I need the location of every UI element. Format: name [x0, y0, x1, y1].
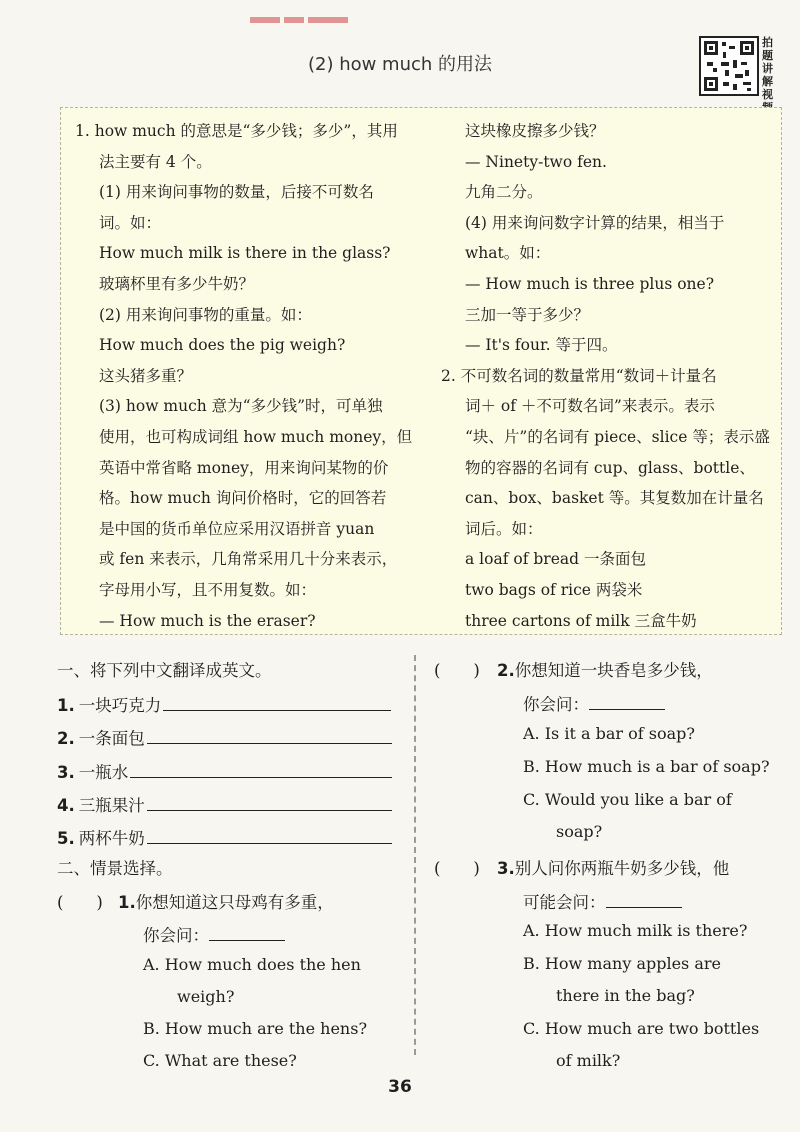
column-divider: [414, 655, 416, 1055]
section2-heading: 二、情景选择。: [57, 859, 173, 878]
kb-line: 字母用小写，且不用复数。如：: [99, 580, 317, 599]
q3-option-c-cont: of milk?: [556, 1051, 621, 1070]
kb-line: two bags of rice 两袋米: [465, 580, 643, 599]
kb-line: can、box、basket 等。其复数加在计量名: [465, 489, 764, 508]
q2-answer-paren[interactable]: ( ): [434, 661, 480, 680]
kb-line: How much milk is there in the glass?: [99, 244, 391, 263]
item-number: 2.: [57, 729, 75, 748]
kb-line: How much does the pig weigh?: [99, 336, 346, 355]
kb-line: 1. how much 的意思是“多少钱；多少”，其用: [75, 122, 398, 140]
item-number: 1.: [57, 696, 75, 715]
kb-line: — Ninety-two fen.: [465, 152, 607, 171]
kb-line: 物的容器的名词有 cup、glass、bottle、: [465, 458, 755, 477]
item-text: 一瓶水: [78, 763, 129, 782]
kb-line: 这块橡皮擦多少钱？: [465, 122, 605, 140]
page-title: (2) how much 的用法: [307, 54, 493, 75]
kb-line: 使用，也可构成词组 how much money，但: [99, 427, 413, 446]
kb-line: 词。如：: [99, 213, 162, 232]
answer-line[interactable]: [147, 794, 392, 811]
q3-option-b-cont: there in the bag?: [556, 986, 695, 1005]
q1-stem: 1.你想知道这只母鸡有多重，: [118, 893, 334, 912]
kb-line: 玻璃杯里有多少牛奶？: [99, 274, 255, 293]
kb-line: three cartons of milk 三盒牛奶: [465, 611, 697, 630]
item-text: 一条面包: [78, 729, 145, 748]
q2-option-a[interactable]: A. Is it a bar of soap?: [523, 724, 695, 743]
kb-line: (3) how much 意为“多少钱”时，可单独: [99, 397, 383, 416]
q1-stem-line2: 你会问：: [143, 922, 285, 946]
kb-line: 法主要有 4 个。: [99, 152, 212, 171]
q1-answer-paren[interactable]: ( ): [57, 893, 103, 912]
kb-line: 词＋ of ＋不可数名词”来表示。表示: [465, 397, 715, 416]
knowledge-box: [60, 107, 782, 635]
q1-blank: [209, 926, 285, 941]
kb-line: (4) 用来询问数字计算的结果，相当于: [465, 213, 725, 232]
page-number: 36: [388, 1077, 412, 1097]
kb-line: “块、片”的名词有 piece、slice 等；表示盛: [465, 427, 770, 446]
q3-option-b[interactable]: B. How many apples are: [523, 954, 721, 973]
q1-option-c[interactable]: C. What are these?: [143, 1051, 297, 1070]
kb-line: 九角二分。: [465, 183, 543, 202]
kb-line: — How much is three plus one?: [465, 274, 715, 293]
item-text: 两杯牛奶: [78, 829, 145, 848]
q3-option-a[interactable]: A. How much milk is there?: [523, 921, 748, 940]
qr-code-icon[interactable]: [699, 36, 759, 96]
q1-option-a-cont: weigh?: [177, 987, 235, 1006]
translate-item-1: [57, 692, 391, 716]
q2-stem: 2.你想知道一块香皂多少钱，: [497, 661, 713, 680]
q1-option-b[interactable]: B. How much are the hens?: [143, 1019, 368, 1038]
q2-option-c-cont: soap?: [556, 822, 603, 841]
q1-option-a[interactable]: A. How much does the hen: [143, 955, 361, 974]
kb-line: what。如：: [465, 244, 551, 263]
kb-line: 三加一等于多少？: [465, 305, 590, 324]
q3-option-c[interactable]: C. How much are two bottles: [523, 1019, 760, 1038]
translate-item-5: [57, 825, 392, 849]
q3-blank: [606, 893, 682, 908]
answer-line[interactable]: [163, 694, 391, 711]
translate-item-4: [57, 792, 392, 816]
item-number: 4.: [57, 796, 75, 815]
answer-line[interactable]: [147, 827, 392, 844]
kb-line: 格。how much 询问价格时，它的回答若: [99, 489, 387, 508]
item-number: 3.: [57, 763, 75, 782]
kb-line: 这头猪多重？: [99, 366, 193, 385]
kb-line: (2) 用来询问事物的重量。如：: [99, 305, 312, 324]
kb-line: — It's four. 等于四。: [465, 336, 618, 355]
q3-stem: 3.别人问你两瓶牛奶多少钱，他: [497, 859, 730, 878]
kb-line: 英语中常省略 money，用来询问某物的价: [99, 458, 389, 477]
item-text: 三瓶果汁: [78, 796, 145, 815]
kb-line: 是中国的货币单位应采用汉语拼音 yuan: [99, 519, 375, 538]
q2-option-b[interactable]: B. How much is a bar of soap?: [523, 757, 770, 776]
translate-item-3: [57, 759, 392, 783]
q3-stem-line2: 可能会问：: [523, 889, 682, 913]
kb-line: (1) 用来询问事物的数量，后接不可数名: [99, 183, 374, 202]
knowledge-column-right: [441, 116, 777, 636]
kb-line: 2. 不可数名词的数量常用“数词＋计量名: [441, 366, 717, 385]
kb-line: 词后。如：: [465, 519, 543, 538]
knowledge-column-left: [75, 116, 415, 636]
qr-block[interactable]: [699, 36, 778, 114]
top-decoration: [250, 8, 360, 18]
q2-option-c[interactable]: C. Would you like a bar of: [523, 790, 732, 809]
kb-line: 或 fen 来表示，几角常采用几十分来表示，: [99, 550, 398, 569]
section1-heading: 一、将下列中文翻译成英文。: [57, 661, 272, 680]
qr-caption: 拍题讲解视: [762, 36, 773, 101]
q2-stem-line2: 你会问：: [523, 691, 665, 715]
kb-line: a loaf of bread 一条面包: [465, 550, 646, 569]
item-number: 5.: [57, 829, 75, 848]
answer-line[interactable]: [130, 761, 392, 778]
q3-answer-paren[interactable]: ( ): [434, 859, 480, 878]
kb-line: — How much is the eraser?: [99, 611, 316, 630]
answer-line[interactable]: [147, 727, 392, 744]
item-text: 一块巧克力: [78, 696, 162, 715]
translate-item-2: [57, 725, 392, 749]
q2-blank: [589, 695, 665, 710]
